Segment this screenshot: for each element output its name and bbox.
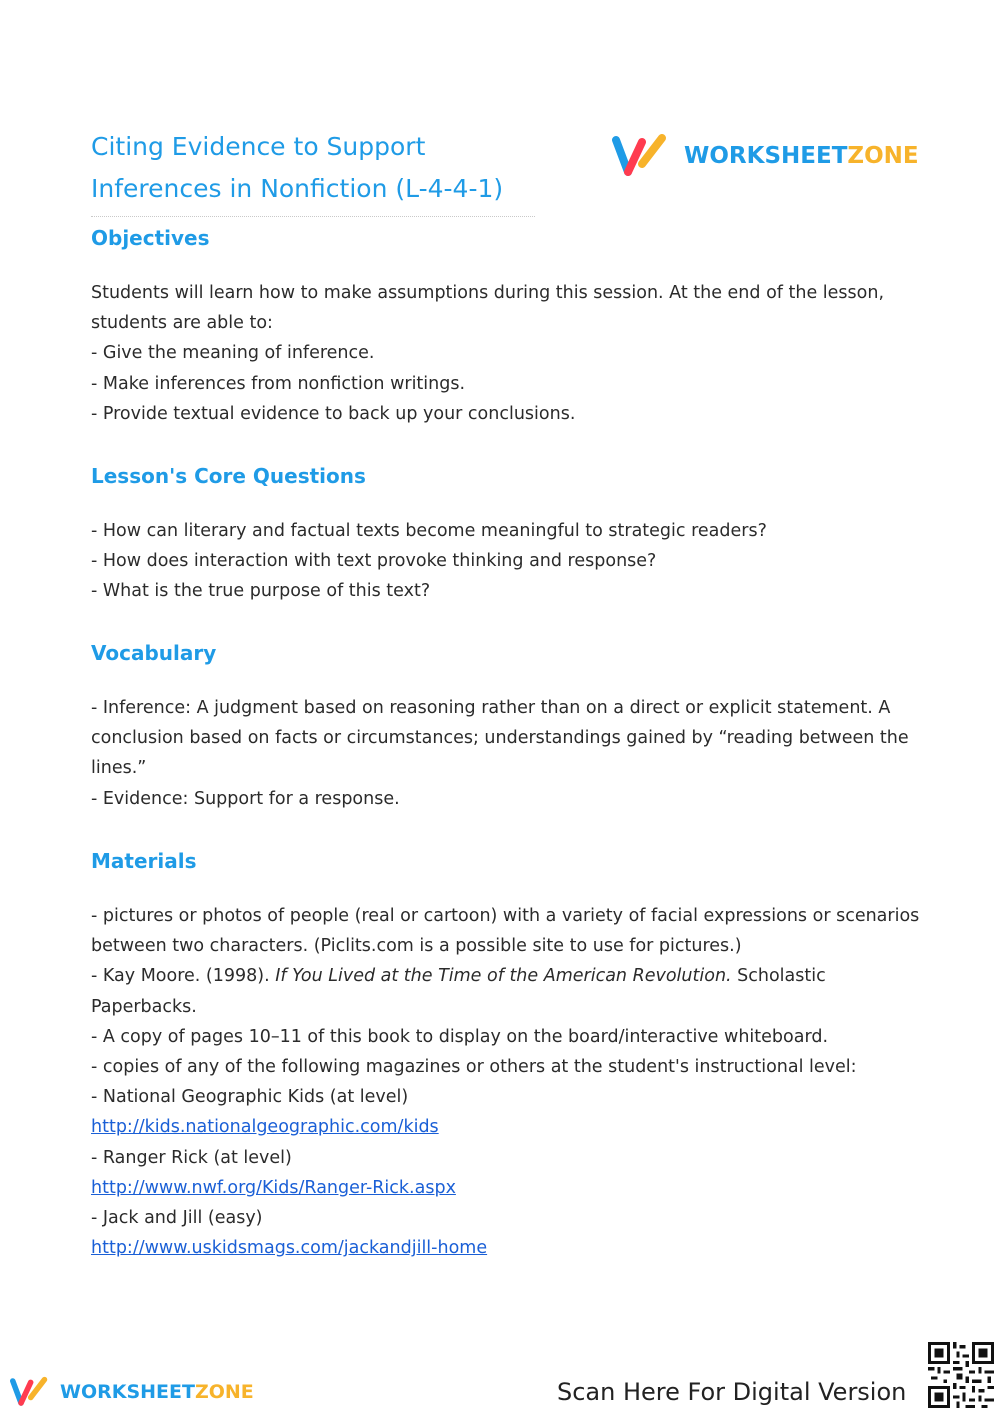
ranger-rick-link[interactable]: http://www.nwf.org/Kids/Ranger-Rick.aspx xyxy=(91,1177,456,1198)
footer-brand-part2: ZONE xyxy=(194,1381,254,1403)
footer-brand-part1: WORKSHEET xyxy=(60,1381,195,1403)
title-line-2: Inferences in Nonfiction (L-4-4-1) xyxy=(91,174,504,203)
footer-logo xyxy=(10,1376,254,1408)
qr-code-icon[interactable] xyxy=(928,1342,994,1408)
question-item: - How does interaction with text provoke thinking and response? xyxy=(91,551,657,572)
vocabulary-section xyxy=(91,641,921,814)
question-item: - What is the true purpose of this text? xyxy=(91,581,431,602)
questions-section xyxy=(91,464,921,607)
book-publisher: Scholastic Paperbacks. xyxy=(91,966,826,1017)
vocabulary-heading: Vocabulary xyxy=(91,641,217,665)
vocabulary-evidence: - Evidence: Support for a response. xyxy=(91,788,400,809)
objective-item: - Give the meaning of inference. xyxy=(91,343,375,364)
objectives-section xyxy=(91,226,921,429)
materials-book xyxy=(91,961,921,1021)
scan-caption: Scan Here For Digital Version xyxy=(557,1378,907,1406)
worksheetzone-logo-icon xyxy=(612,134,670,178)
objectives-heading: Objectives xyxy=(91,226,210,250)
jack-and-jill-link[interactable]: http://www.uskidsmags.com/jackandjill-home xyxy=(91,1238,488,1259)
natgeo-link[interactable]: http://kids.nationalgeographic.com/kids xyxy=(91,1117,439,1138)
materials-magazines: - copies of any of the following magazines or others at the student's instructional level: xyxy=(91,1057,857,1078)
question-item: - How can literary and factual texts become meaningful to strategic readers? xyxy=(91,521,767,541)
magazine-natgeo: - National Geographic Kids (at level) xyxy=(91,1087,409,1108)
page-title xyxy=(91,126,535,217)
brand-logo xyxy=(612,134,919,178)
materials-section xyxy=(91,849,921,1263)
materials-pictures: - pictures or photos of people (real or cartoon) with a variety of facial expressions or scenarios between two characters. (Piclits.com is a possible site to use for pictures.) xyxy=(91,906,920,957)
questions-heading: Lesson's Core Questions xyxy=(91,464,366,488)
title-line-1: Citing Evidence to Support xyxy=(91,132,426,161)
brand-name xyxy=(684,143,919,169)
objectives-intro: Students will learn how to make assumptions during this session. At the end of the lesson, students are able to: xyxy=(91,283,885,334)
vocabulary-body xyxy=(91,693,921,814)
worksheetzone-logo-icon xyxy=(10,1376,50,1408)
questions-body xyxy=(91,516,921,607)
objective-item: - Provide textual evidence to back up your conclusions. xyxy=(91,403,576,424)
objectives-body xyxy=(91,278,921,429)
brand-name-part1: WORKSHEET xyxy=(684,143,848,169)
brand-name-part2: ZONE xyxy=(847,143,919,169)
vocabulary-inference: - Inference: A judgment based on reasoning rather than on a direct or explicit statement. A conclusion based on facts or circumstances; understandings gained by “reading between the lines.” xyxy=(91,698,909,779)
materials-copy: - A copy of pages 10–11 of this book to display on the board/interactive whiteboard. xyxy=(91,1026,829,1047)
materials-heading: Materials xyxy=(91,849,197,873)
book-author: - Kay Moore. (1998). xyxy=(91,966,276,987)
footer-brand-name xyxy=(60,1381,254,1403)
book-title: If You Lived at the Time of the American Revolution. xyxy=(275,966,732,987)
magazine-ranger-rick: - Ranger Rick (at level) xyxy=(91,1147,292,1168)
materials-body xyxy=(91,901,921,1263)
magazine-jack-and-jill: - Jack and Jill (easy) xyxy=(91,1208,263,1229)
objective-item: - Make inferences from nonfiction writings. xyxy=(91,373,466,394)
